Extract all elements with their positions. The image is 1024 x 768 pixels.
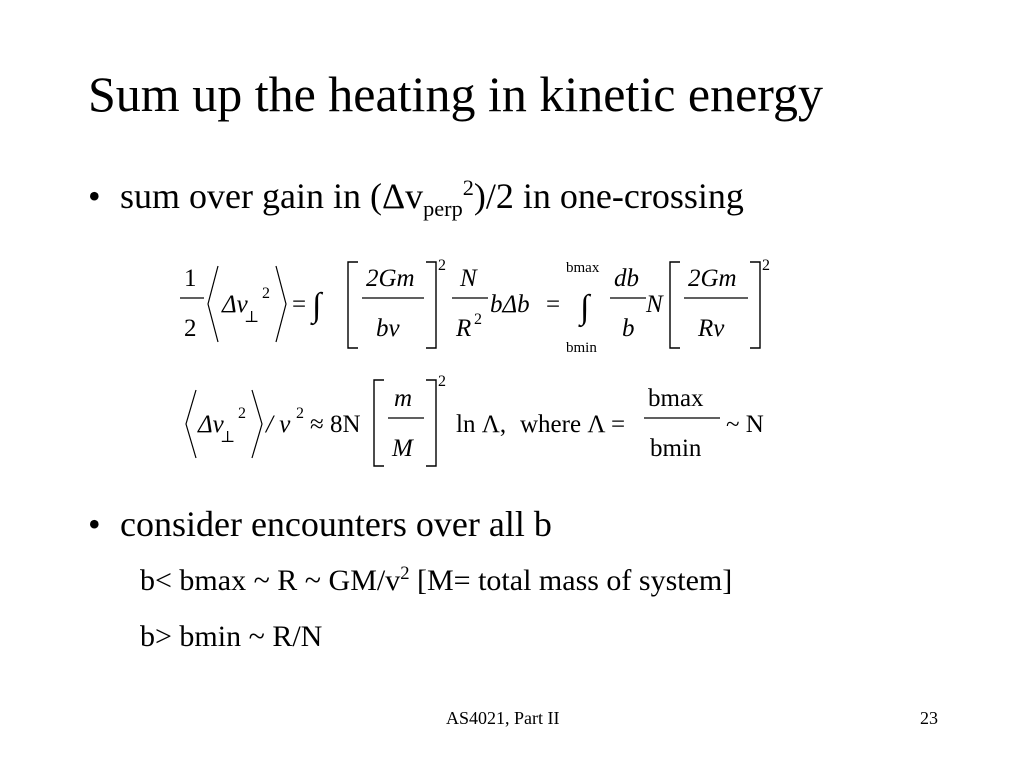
eq1-frac2-denominator: R [456,315,472,342]
eq2-perp-symbol: ⊥ [220,429,236,446]
eq1-frac2-numerator: N [460,265,477,292]
eq1-integral-2-icon: ∫ [580,289,590,326]
sub-item-bmax-superscript: 2 [400,563,410,584]
eq2-right-angle-bracket-icon [252,390,262,458]
equation-heating-integral [180,257,770,356]
sub-item-bmax [140,562,732,600]
sub-item-bmax-pre: b< bmax ~ R ~ GM/v [140,564,401,597]
eq2-left-square-bracket-icon [374,380,384,466]
eq1-frac4-denominator: Rv [698,315,725,342]
eq1-equals: = [292,291,307,318]
eq2-bracket-power: 2 [438,373,446,390]
eq2-left-angle-bracket-icon [186,390,196,458]
eq1-frac1-denominator: bv [376,315,400,342]
eq2-ln-lambda: ln Λ, [456,411,507,438]
eq1-frac3-denominator: b [622,315,635,342]
eq2-delta-v: Δv [198,411,224,438]
eq1-b-delta-b: bΔb [490,291,530,318]
eq2-approx-8N: ≈ 8N [310,411,361,438]
bullet-text-subscript: perp [423,196,463,222]
slide-title: Sum up the heating in kinetic energy [88,66,824,122]
eq1-left-angle-bracket-icon [208,266,218,342]
bullet-icon: • [88,504,101,544]
eq1-equals-2: = [546,291,561,318]
eq2-slash-v: / v [266,411,291,438]
sub-item-bmin: b> bmin ~ R/N [140,620,323,653]
eq2-frac-numerator: m [394,385,413,412]
sub-item-bmax-post: [M= total mass of system] [409,564,733,597]
eq2-frac-denominator: M [392,435,413,462]
eq1-frac1-numerator: 2Gm [366,265,415,292]
eq2-square: 2 [238,405,246,422]
footer-course: AS4021, Part II [446,708,560,728]
eq1-left-square-bracket-2-icon [670,262,680,348]
bullet-text-superscript: 2 [462,175,474,200]
eq2-v-power: 2 [296,405,304,422]
bullet-icon: • [88,176,101,216]
eq1-delta-v: Δv [222,291,248,318]
eq1-half-numerator: 1 [184,265,197,292]
eq1-bracket-power-2: 2 [762,257,770,274]
eq2-ratio-numerator: bmax [648,385,704,412]
eq1-right-square-bracket-icon [426,262,436,348]
bullet-text-post: )/2 in one-crossing [473,176,744,216]
eq1-half-denominator: 2 [184,315,197,342]
eq1-integral-lower-limit: bmin [566,340,597,356]
bullet-text: consider encounters over all b [120,504,552,544]
eq2-ratio-denominator: bmin [650,435,702,462]
eq1-right-square-bracket-2-icon [750,262,760,348]
bullet-text-pre: sum over gain in (Δv [120,176,424,216]
eq1-right-angle-bracket-icon [276,266,286,342]
eq1-integral-upper-limit: bmax [566,260,600,276]
eq1-frac4-numerator: 2Gm [688,265,737,292]
eq2-right-square-bracket-icon [426,380,436,466]
eq1-square: 2 [262,285,270,302]
equation-coulomb-logarithm [186,373,764,466]
eq1-bracket-power: 2 [438,257,446,274]
eq1-frac2-denominator-power: 2 [474,311,482,328]
eq1-perp-symbol: ⊥ [244,309,260,326]
eq2-tilde-N: ~ N [726,411,764,438]
eq2-where-lambda: where Λ = [520,411,626,438]
eq1-integral-icon: ∫ [312,287,322,324]
eq1-left-square-bracket-icon [348,262,358,348]
eq1-frac3-numerator: db [614,265,639,292]
eq1-N: N [646,291,663,318]
footer-page-number: 23 [920,708,938,728]
